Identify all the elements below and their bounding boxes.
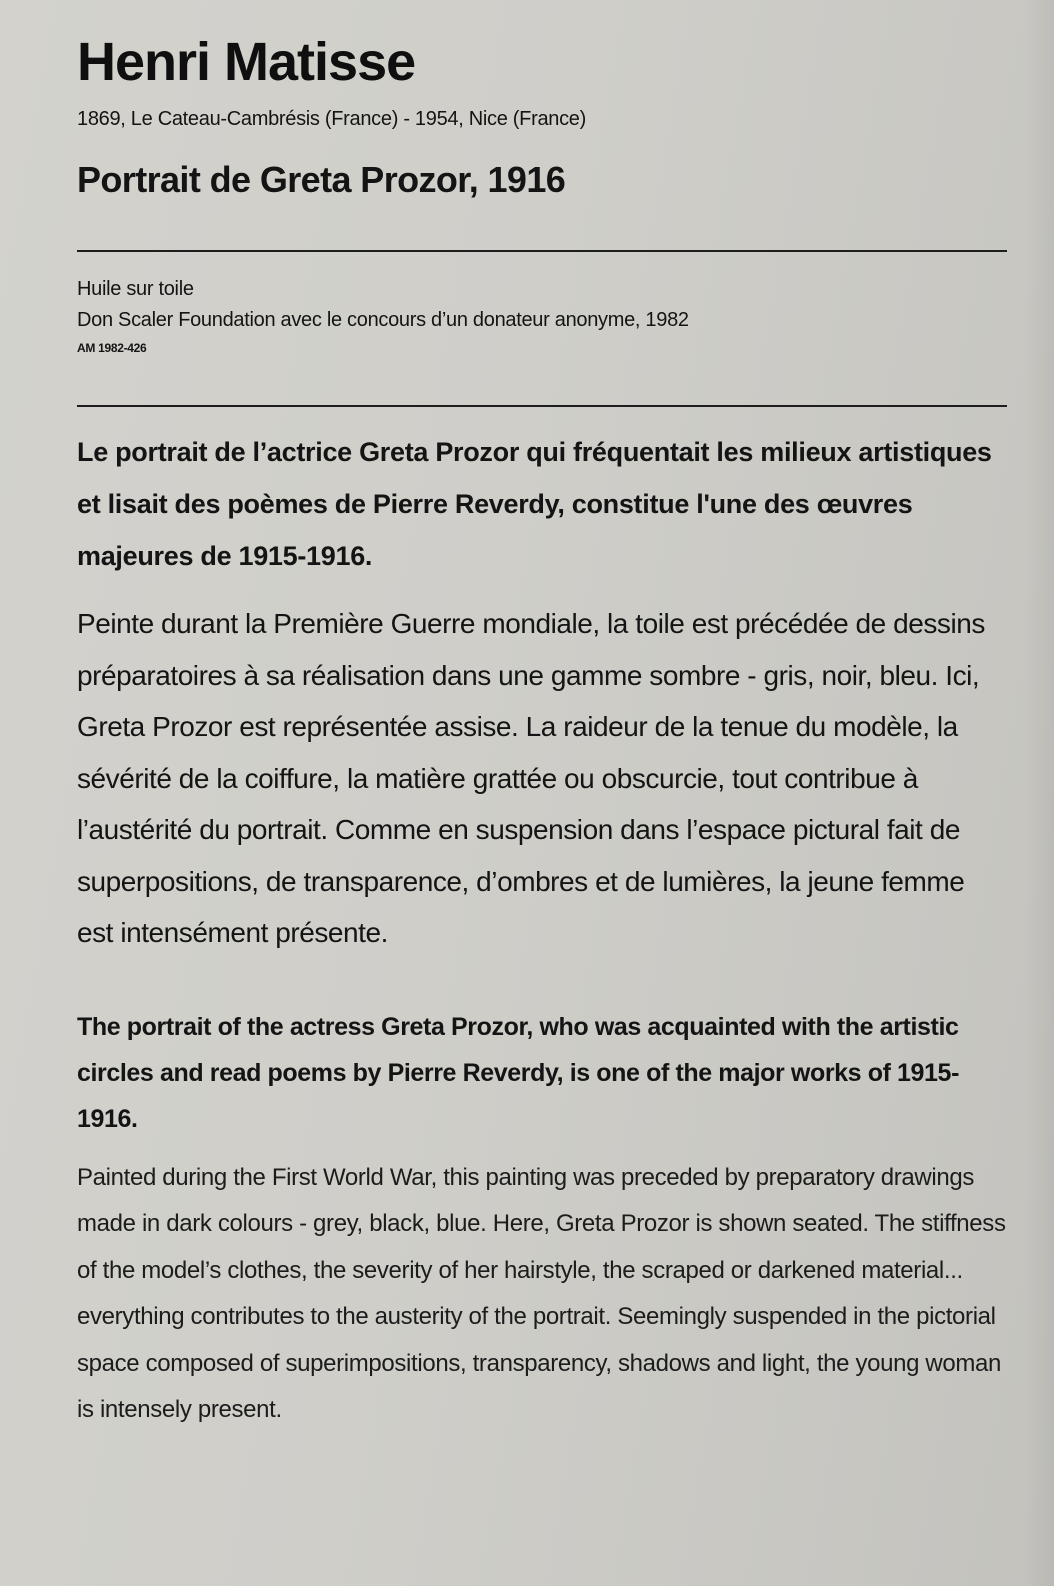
artwork-credit-line: Don Scaler Foundation avec le concours d’un donateur anonyme, 1982 (77, 309, 689, 331)
artist-life-dates: 1869, Le Cateau-Cambrésis (France) - 1954, Nice (France) (77, 108, 586, 130)
panel-edge-shadow (1024, 0, 1054, 1586)
label-content (77, 28, 1007, 1434)
artwork-title: Portrait de Greta Prozor, 1916 (77, 159, 566, 200)
english-lead-paragraph: The portrait of the actress Greta Prozor, who was acquainted with the artistic circles and read poems by Pierre Reverdy, is one of the major works of 1915-1916. (77, 1012, 959, 1133)
inventory-number: AM 1982-426 (77, 341, 147, 355)
divider-bottom (77, 405, 1007, 407)
french-body-paragraph: Peinte durant la Première Guerre mondiale, la toile est précédée de dessins préparatoires à sa réalisation dans une gamme sombre - gris, noir, bleu. Ici, Greta Prozor est représentée assise. La raideur de la tenue du modèle, la sévérité de la coiffure, la matière grattée ou obscurcie, tout contribue à l’austérité du portrait. Comme en suspension dans l’espace pictural fait de superpositions, de transparence, d’ombres et de lumières, la jeune femme est intensément présente. (77, 608, 985, 948)
french-lead-paragraph: Le portrait de l’actrice Greta Prozor qui fréquentait les milieux artistiques et lisait des poèmes de Pierre Reverdy, constitue l'une des œuvres majeures de 1915-1916. (77, 437, 992, 571)
artwork-medium: Huile sur toile (77, 278, 194, 300)
english-body-paragraph: Painted during the First World War, this painting was preceded by preparatory drawings made in dark colours - grey, black, blue. Here, Greta Prozor is shown seated. The stiffness of the model’s clothes, the severity of her hairstyle, the scraped or darkened material... everything contributes to the austerity of the portrait. Seemingly suspended in the pictorial space composed of superimpositions, transparency, shadows and light, the young woman is intensely present. (77, 1163, 1006, 1423)
divider-top (77, 250, 1007, 252)
artwork-details (77, 274, 1007, 355)
artist-name: Henri Matisse (77, 32, 416, 92)
